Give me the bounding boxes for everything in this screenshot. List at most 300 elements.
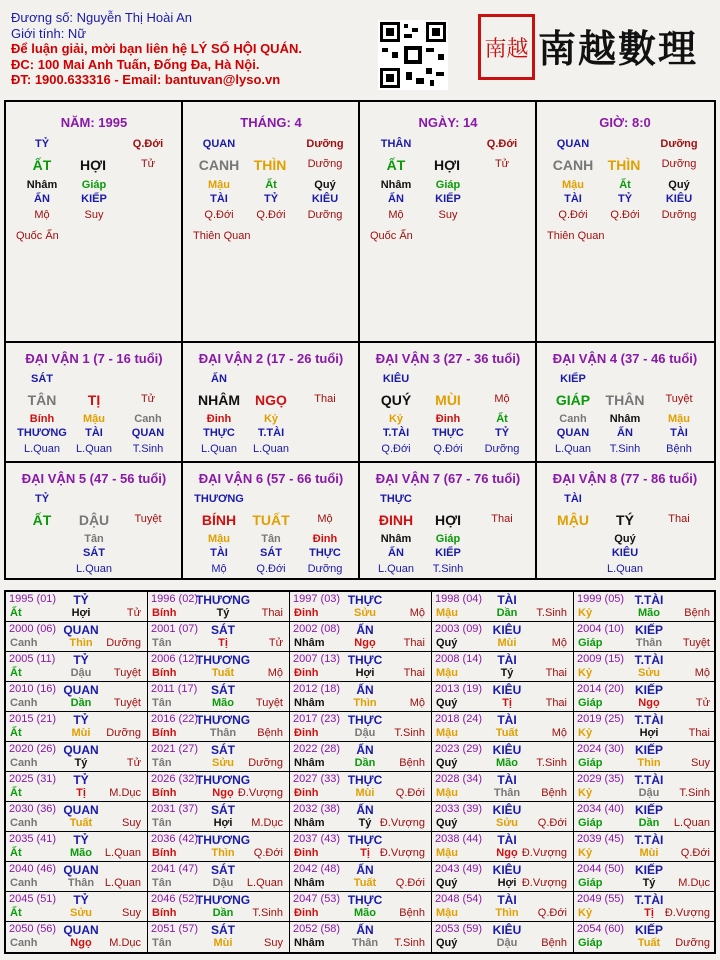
year-branch: Dần (354, 757, 376, 769)
year-cell (432, 592, 574, 622)
year-label: 2027 (33) (293, 773, 341, 785)
luck-hidden-phase: Mộ (211, 563, 227, 575)
year-phase: T.Sinh (394, 727, 425, 739)
luck-stem: QUÝ (380, 392, 412, 408)
year-ten-god: SÁT (211, 623, 235, 637)
year-cell (290, 592, 432, 622)
year-phase: Mộ (694, 667, 710, 679)
year-phase: Suy (122, 907, 141, 919)
luck-hidden-phase: L.Quan (606, 563, 644, 575)
year-phase: Tuyệt (113, 667, 141, 679)
luck-stem: NHÂM (198, 392, 240, 408)
luck-branch: TÝ (616, 512, 634, 528)
year-stem: Kỷ (578, 667, 593, 679)
year-ten-god: QUAN (63, 683, 99, 697)
gender: Giới tính: Nữ (11, 25, 87, 41)
year-cell (432, 832, 574, 862)
year-label: 2031 (37) (151, 803, 199, 815)
year-branch: Dần (496, 607, 518, 619)
life-phase: Tử (140, 158, 156, 170)
year-cell (574, 652, 716, 682)
year-ten-god: QUAN (63, 923, 99, 937)
year-cell (290, 742, 432, 772)
year-branch: Dậu (354, 727, 376, 739)
luck-stem: GIÁP (555, 392, 591, 408)
hidden-phase: Suy (438, 209, 458, 221)
year-branch: Mùi (355, 787, 375, 799)
year-branch: Tý (216, 607, 230, 619)
special-star: Quốc Ấn (370, 230, 413, 242)
hidden-ten-god: KIẾP (435, 193, 461, 205)
hidden-ten-god: KIẾP (81, 193, 107, 205)
year-phase: M.Dục (251, 817, 283, 829)
year-cell (432, 622, 574, 652)
year-stem: Mậu (436, 907, 458, 919)
year-branch: Ngọ (638, 697, 660, 709)
luck-hidden-god: KIẾP (435, 547, 461, 559)
year-cell (148, 832, 290, 862)
luck-hidden-god: ẤN (388, 547, 404, 559)
hidden-ten-god: TỶ (617, 193, 633, 205)
year-ten-god: THƯƠNG (195, 593, 251, 607)
luck-hidden-stem: Ất (496, 413, 508, 425)
year-cell (574, 772, 716, 802)
year-label: 2049 (55) (577, 893, 625, 905)
year-label: 2054 (60) (577, 923, 625, 935)
hidden-stem: Quý (668, 179, 690, 191)
luck-phase: Mộ (317, 513, 333, 525)
luck-title: ĐẠI VẬN 8 (77 - 86 tuổi) (552, 471, 698, 486)
year-phase: Dưỡng (106, 637, 141, 649)
year-label: 1998 (04) (435, 593, 483, 605)
year-stem: Tân (152, 697, 172, 709)
year-label: 2009 (15) (577, 653, 625, 665)
year-stem: Quý (436, 877, 458, 889)
year-branch: Mùi (497, 637, 517, 649)
luck-branch: THÂN (605, 392, 645, 408)
luck-title: ĐẠI VẬN 7 (67 - 76 tuổi) (375, 471, 521, 486)
year-cell (290, 922, 432, 952)
ten-god-stem: QUAN (556, 138, 590, 150)
year-branch: Tị (218, 637, 228, 649)
year-stem: Giáp (578, 757, 603, 769)
luck-pillar-cell (6, 463, 183, 580)
year-ten-god: T.TÀI (634, 653, 664, 667)
year-phase: Suy (264, 937, 283, 949)
year-stem: Nhâm (294, 697, 325, 709)
year-phase: Đ.Vượng (237, 787, 283, 799)
pillar-title: THÁNG: 4 (240, 115, 302, 130)
luck-hidden-phase: T.Sinh (432, 563, 464, 575)
year-stem: Kỷ (578, 847, 593, 859)
year-phase: Dưỡng (248, 757, 283, 769)
year-phase: T.Sinh (679, 787, 710, 799)
year-branch: Ngọ (354, 637, 376, 649)
year-ten-god: THƯƠNG (195, 653, 251, 667)
year-cell (148, 862, 290, 892)
luck-hidden-stem: Canh (134, 413, 162, 425)
year-cell (574, 712, 716, 742)
year-ten-god: KIẾP (634, 623, 664, 637)
year-branch: Hợi (71, 607, 91, 619)
year-stem: Quý (436, 817, 458, 829)
hidden-phase: Suy (84, 209, 104, 221)
year-branch: Thân (635, 637, 663, 649)
year-stem: Bính (152, 787, 177, 799)
year-branch: Sửu (637, 667, 661, 679)
year-label: 2047 (53) (293, 893, 341, 905)
year-stem: Mậu (436, 787, 458, 799)
person-name: Đương số: Nguyễn Thị Hoài An (11, 10, 193, 25)
year-branch: Tị (360, 847, 370, 859)
luck-ten-god: THỰC (380, 493, 412, 505)
year-label: 2043 (49) (435, 863, 483, 875)
year-stem: Ất (10, 667, 22, 679)
year-label: 2041 (47) (151, 863, 199, 875)
year-stem: Quý (436, 937, 458, 949)
year-phase: Tuyệt (113, 697, 141, 709)
year-label: 1999 (05) (577, 593, 625, 605)
luck-title: ĐẠI VẬN 5 (47 - 56 tuổi) (21, 471, 167, 486)
year-ten-god: THƯƠNG (195, 713, 251, 727)
luck-hidden-stem: Quý (614, 533, 636, 545)
year-cell (290, 682, 432, 712)
ten-god-branch: Q.Đới (486, 138, 518, 150)
year-phase: Mộ (551, 727, 567, 739)
year-label: 2023 (29) (435, 743, 483, 755)
ten-god-branch: Q.Đới (132, 138, 164, 150)
year-label: 2045 (51) (9, 893, 57, 905)
year-phase: Bệnh (257, 727, 283, 739)
luck-hidden-phase: L.Quan (23, 443, 61, 455)
luck-hidden-stem: Nhâm (609, 413, 641, 425)
year-label: 2002 (08) (293, 623, 341, 635)
year-ten-god: THƯƠNG (195, 773, 251, 787)
year-stem: Đinh (294, 907, 319, 919)
contact-note: Để luận giải, mời bạn liên hệ LÝ SỐ HỘI QUÁN. (11, 41, 302, 57)
year-phase: T.Sinh (252, 907, 283, 919)
luck-title: ĐẠI VẬN 6 (57 - 66 tuổi) (198, 471, 344, 486)
luck-hidden-stem: Tân (84, 533, 104, 545)
year-stem: Nhâm (294, 757, 325, 769)
special-star: Thiên Quan (547, 230, 605, 242)
luck-hidden-god: QUAN (131, 427, 165, 439)
year-cell (432, 862, 574, 892)
year-branch: Tuất (211, 667, 235, 679)
year-cell (290, 652, 432, 682)
year-label: 2018 (24) (435, 713, 483, 725)
life-phase: Dưỡng (307, 158, 343, 170)
year-ten-god: T.TÀI (634, 713, 664, 727)
year-stem: Giáp (578, 817, 603, 829)
hidden-ten-god: TỶ (263, 193, 279, 205)
year-cell (574, 832, 716, 862)
luck-stem: ẤT (32, 512, 52, 528)
year-stem: Bính (152, 847, 177, 859)
year-stem: Mậu (436, 847, 458, 859)
year-label: 2050 (56) (9, 923, 57, 935)
luck-hidden-stem: Mậu (668, 413, 690, 425)
year-branch: Mão (354, 907, 376, 919)
year-cell (6, 712, 148, 742)
year-cell (290, 892, 432, 922)
year-stem: Giáp (578, 697, 603, 709)
luck-branch: HỢI (435, 512, 461, 528)
pillar-title: GIỜ: 8:0 (599, 115, 651, 130)
year-ten-god: TÀI (497, 713, 517, 727)
luck-hidden-phase: Q.Đới (256, 563, 286, 575)
year-ten-god: ẤN (356, 923, 374, 937)
year-stem: Nhâm (294, 937, 325, 949)
year-cell (148, 682, 290, 712)
luck-hidden-phase: T.Sinh (132, 443, 164, 455)
year-branch: Tuất (637, 937, 661, 949)
ten-god-branch: Dưỡng (306, 138, 344, 150)
year-label: 2037 (43) (293, 833, 341, 845)
luck-hidden-stem: Kỷ (388, 413, 404, 425)
year-phase: Mộ (409, 697, 425, 709)
luck-hidden-phase: Dưỡng (484, 443, 520, 455)
year-stem: Canh (10, 637, 38, 649)
year-ten-god: SÁT (211, 803, 235, 817)
year-cell (290, 832, 432, 862)
year-label: 2028 (34) (435, 773, 483, 785)
year-phase: Tử (126, 607, 141, 619)
year-cell (574, 892, 716, 922)
year-cell (290, 802, 432, 832)
hidden-stem: Giáp (81, 179, 107, 191)
year-branch: Dậu (70, 667, 92, 679)
year-stem: Quý (436, 697, 458, 709)
year-cell (6, 652, 148, 682)
year-branch: Tý (642, 877, 656, 889)
luck-ten-god: TỶ (34, 493, 50, 505)
year-stem: Mậu (436, 727, 458, 739)
luck-hidden-god: THƯƠNG (17, 427, 67, 439)
year-ten-god: TỶ (73, 773, 89, 787)
year-phase: Thai (403, 637, 425, 649)
year-label: 2019 (25) (577, 713, 625, 725)
year-branch: Dậu (496, 937, 518, 949)
year-cell (6, 922, 148, 952)
year-cell (290, 712, 432, 742)
year-phase: Dưỡng (675, 937, 710, 949)
luck-hidden-phase: Q.Đới (433, 443, 463, 455)
year-ten-god: TỶ (73, 893, 89, 907)
year-stem: Tân (152, 937, 172, 949)
year-stem: Giáp (578, 877, 603, 889)
year-stem: Bính (152, 727, 177, 739)
year-cell (574, 682, 716, 712)
year-label: 1997 (03) (293, 593, 341, 605)
year-phase: Mộ (267, 667, 283, 679)
year-ten-god: SÁT (211, 683, 235, 697)
hidden-ten-god: ẤN (34, 193, 50, 205)
year-stem: Mậu (436, 667, 458, 679)
year-ten-god: QUAN (63, 803, 99, 817)
luck-hidden-stem: Nhâm (380, 533, 412, 545)
luck-branch: MÙI (435, 392, 461, 408)
earthly-branch: THÌN (253, 157, 287, 173)
year-phase: Đ.Vượng (664, 907, 710, 919)
year-ten-god: T.TÀI (634, 893, 664, 907)
special-star: Quốc Ấn (16, 230, 59, 242)
year-cell (574, 802, 716, 832)
year-label: 2021 (27) (151, 743, 199, 755)
year-stem: Đinh (294, 667, 319, 679)
luck-phase: Tử (140, 393, 156, 405)
year-stem: Canh (10, 757, 38, 769)
luck-phase: Mộ (494, 393, 510, 405)
year-stem: Tân (152, 757, 172, 769)
year-stem: Đinh (294, 847, 319, 859)
year-branch: Tị (76, 787, 86, 799)
year-ten-god: T.TÀI (634, 593, 664, 607)
luck-stem: MẬU (557, 512, 589, 528)
luck-hidden-god: THỰC (432, 427, 464, 439)
luck-hidden-stem: Đinh (435, 413, 461, 425)
year-cell (148, 802, 290, 832)
year-label: 2017 (23) (293, 713, 341, 725)
year-cell (432, 772, 574, 802)
luck-hidden-god: T.TÀI (382, 427, 410, 439)
year-label: 2036 (42) (151, 833, 199, 845)
year-stem: Bính (152, 907, 177, 919)
ten-god-stem: THÂN (380, 138, 412, 150)
year-branch: Sửu (69, 907, 93, 919)
year-label: 2048 (54) (435, 893, 483, 905)
luck-ten-god: TÀI (564, 493, 582, 505)
luck-pillar-cell (360, 463, 537, 580)
year-phase: Q.Đới (395, 877, 425, 889)
year-stem: Tân (152, 817, 172, 829)
year-ten-god: QUAN (63, 743, 99, 757)
luck-hidden-stem: Kỷ (263, 413, 279, 425)
luck-hidden-stem: Mậu (208, 533, 230, 545)
year-cell (432, 892, 574, 922)
year-stem: Nhâm (294, 637, 325, 649)
year-branch: Thìn (353, 697, 377, 709)
heavenly-stem: CANH (552, 157, 594, 173)
year-ten-god: TỶ (73, 653, 89, 667)
year-cell (432, 682, 574, 712)
luck-hidden-phase: L.Quan (75, 563, 113, 575)
hidden-phase: Q.Đới (204, 209, 234, 221)
luck-pillar-cell (6, 343, 183, 463)
year-phase: Thai (545, 667, 567, 679)
year-cell (6, 622, 148, 652)
year-stem: Ất (10, 847, 22, 859)
year-branch: Mùi (639, 847, 659, 859)
year-cell (6, 832, 148, 862)
year-branch: Ngọ (496, 847, 518, 859)
luck-hidden-god: TÀI (210, 547, 228, 559)
year-branch: Mão (70, 847, 92, 859)
year-branch: Tý (74, 757, 88, 769)
year-stem: Kỷ (578, 607, 593, 619)
year-phase: Tuyệt (255, 697, 283, 709)
year-branch: Mão (638, 607, 660, 619)
year-ten-god: QUAN (63, 623, 99, 637)
year-stem: Đinh (294, 787, 319, 799)
heavenly-stem: ẤT (386, 157, 406, 173)
year-label: 2020 (26) (9, 743, 57, 755)
year-ten-god: TÀI (497, 893, 517, 907)
hidden-phase: Q.Đới (610, 209, 640, 221)
year-label: 1996 (02) (151, 593, 199, 605)
year-phase: T.Sinh (536, 757, 567, 769)
luck-hidden-god: ẤN (617, 427, 633, 439)
year-label: 2051 (57) (151, 923, 199, 935)
year-phase: M.Dục (678, 877, 710, 889)
earthly-branch: HỢI (434, 157, 460, 173)
luck-title: ĐẠI VẬN 4 (37 - 46 tuổi) (552, 351, 698, 366)
luck-pillar-cell (537, 343, 714, 463)
pillar-cell (537, 102, 714, 343)
year-label: 2042 (48) (293, 863, 341, 875)
year-stem: Đinh (294, 727, 319, 739)
year-branch: Mão (496, 757, 518, 769)
luck-phase: Thai (491, 513, 513, 525)
year-stem: Giáp (578, 937, 603, 949)
earthly-branch: THÌN (607, 157, 641, 173)
year-label: 2044 (50) (577, 863, 625, 875)
year-phase: Thai (545, 697, 567, 709)
year-phase: Thai (688, 727, 710, 739)
luck-hidden-phase: Bệnh (666, 443, 692, 455)
year-phase: Q.Đới (395, 787, 425, 799)
luck-hidden-stem: Mậu (83, 413, 105, 425)
chart-grid (4, 100, 716, 580)
year-phase: Bệnh (541, 937, 567, 949)
year-cell (148, 742, 290, 772)
year-stem: Quý (436, 637, 458, 649)
year-branch: Tý (500, 667, 514, 679)
pillar-title: NGÀY: 14 (418, 115, 478, 130)
phone-email: ĐT: 1900.633316 - Email: bantuvan@lyso.vn (11, 72, 281, 88)
year-branch: Ngọ (212, 787, 234, 799)
year-ten-god: T.TÀI (634, 833, 664, 847)
year-branch: Ngọ (70, 937, 92, 949)
luck-hidden-stem: Giáp (435, 533, 461, 545)
luck-hidden-stem: Canh (559, 413, 587, 425)
year-phase: Mộ (551, 637, 567, 649)
year-label: 2004 (10) (577, 623, 625, 635)
luck-branch: TỊ (87, 392, 101, 408)
year-stem: Mậu (436, 607, 458, 619)
luck-stem: ĐINH (378, 512, 414, 528)
year-label: 2007 (13) (293, 653, 341, 665)
year-label: 2010 (16) (9, 683, 57, 695)
year-branch: Dậu (212, 877, 234, 889)
year-ten-god: SÁT (211, 863, 235, 877)
yearly-table (4, 590, 716, 954)
year-stem: Kỷ (578, 907, 593, 919)
year-branch: Hợi (639, 727, 659, 739)
luck-stem: TÂN (27, 392, 57, 408)
year-cell (432, 652, 574, 682)
luck-hidden-phase: L.Quan (554, 443, 592, 455)
hidden-stem: Nhâm (380, 179, 412, 191)
year-label: 2022 (28) (293, 743, 341, 755)
year-phase: Tử (268, 637, 283, 649)
year-ten-god: KIẾP (634, 863, 664, 877)
year-stem: Nhâm (294, 817, 325, 829)
luck-ten-god: KIẾP (560, 373, 586, 385)
year-label: 2046 (52) (151, 893, 199, 905)
year-stem: Ất (10, 787, 22, 799)
luck-hidden-god: THỰC (203, 427, 235, 439)
